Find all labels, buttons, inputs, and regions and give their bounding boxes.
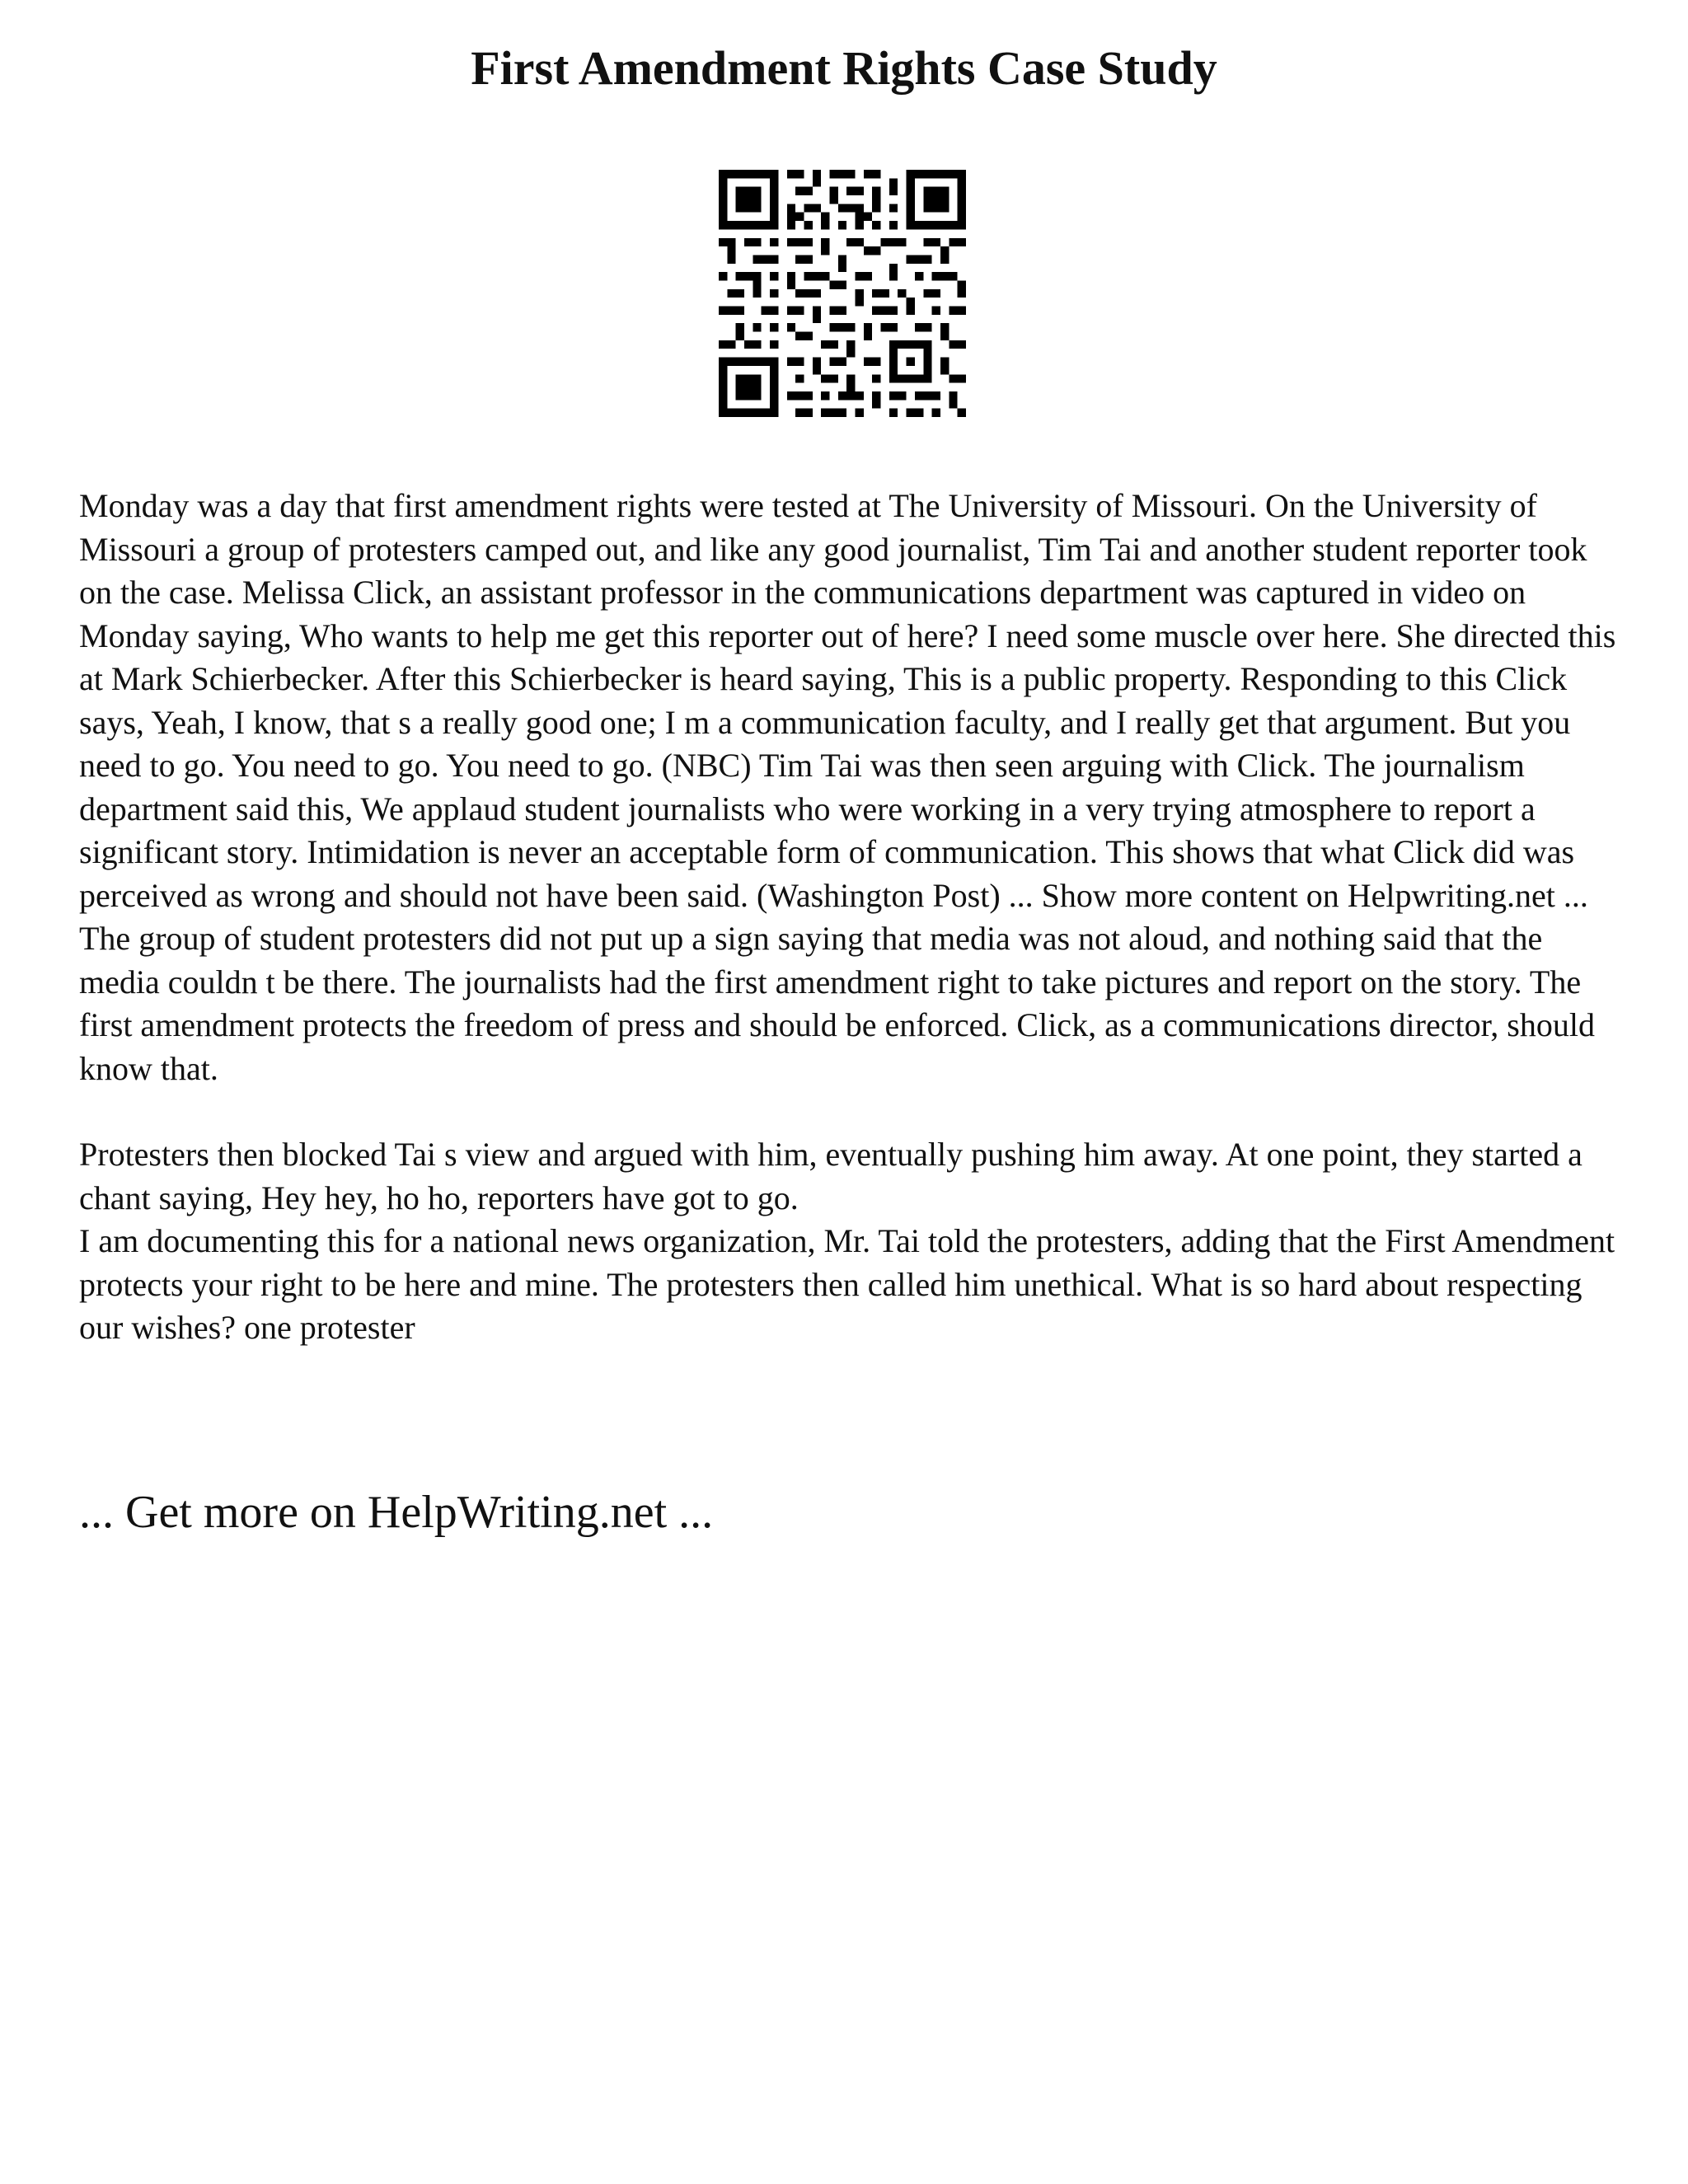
article-body xyxy=(79,485,1620,1350)
document-title: First Amendment Rights Case Study xyxy=(471,41,1217,95)
get-more-link[interactable]: ... Get more on HelpWriting.net ... xyxy=(79,1487,714,1538)
qr-code-icon xyxy=(719,170,966,417)
paragraph-4: I am documenting this for a national news organization, Mr. Tai told the protesters, adding that the First Amendment protects your right to be here and mine. The protesters then called him unethical. What is so hard about respecting our wishes? one protester xyxy=(79,1222,1615,1346)
paragraph-1: Monday was a day that first amendment rights were tested at The University of Missouri. On the University of Missouri a group of protesters camped out, and like any good journalist, Tim Tai and another student reporter took on the case. Melissa Click, an assistant professor in the communications department was captured in video on Monday saying, Who wants to help me get this reporter out of here? I need some muscle over here. She directed this at Mark Schierbecker. After this Schierbecker is heard saying, This is a public property. Responding to this Click says, Yeah, I know, that s a really good one; I m a communication faculty, and I really get that argument. But you need to go. You need to go. You need to go. (NBC) Tim Tai was then seen arguing with Click. The journalism department said this, We applaud student journalists who were working in a very trying atmosphere to report a significant story. Intimidation is never an acceptable form of communication. This shows that what Click did was perceived as wrong and should not have been said. (Washington Post) ... Show more content on Helpwriting.net ... xyxy=(79,487,1616,914)
paragraph-3: Protesters then blocked Tai s view and argued with him, eventually pushing him away. At one point, they started a chant saying, Hey hey, ho ho, reporters have got to go. xyxy=(79,1136,1582,1216)
paragraph-2: The group of student protesters did not put up a sign saying that media was not aloud, and nothing said that the media couldn t be there. The journalists had the first amendment right to take pictures and report on the story. The first amendment protects the freedom of press and should be enforced. Click, as a communications director, should know that. xyxy=(79,920,1595,1087)
paragraph-gap xyxy=(79,1090,1620,1133)
